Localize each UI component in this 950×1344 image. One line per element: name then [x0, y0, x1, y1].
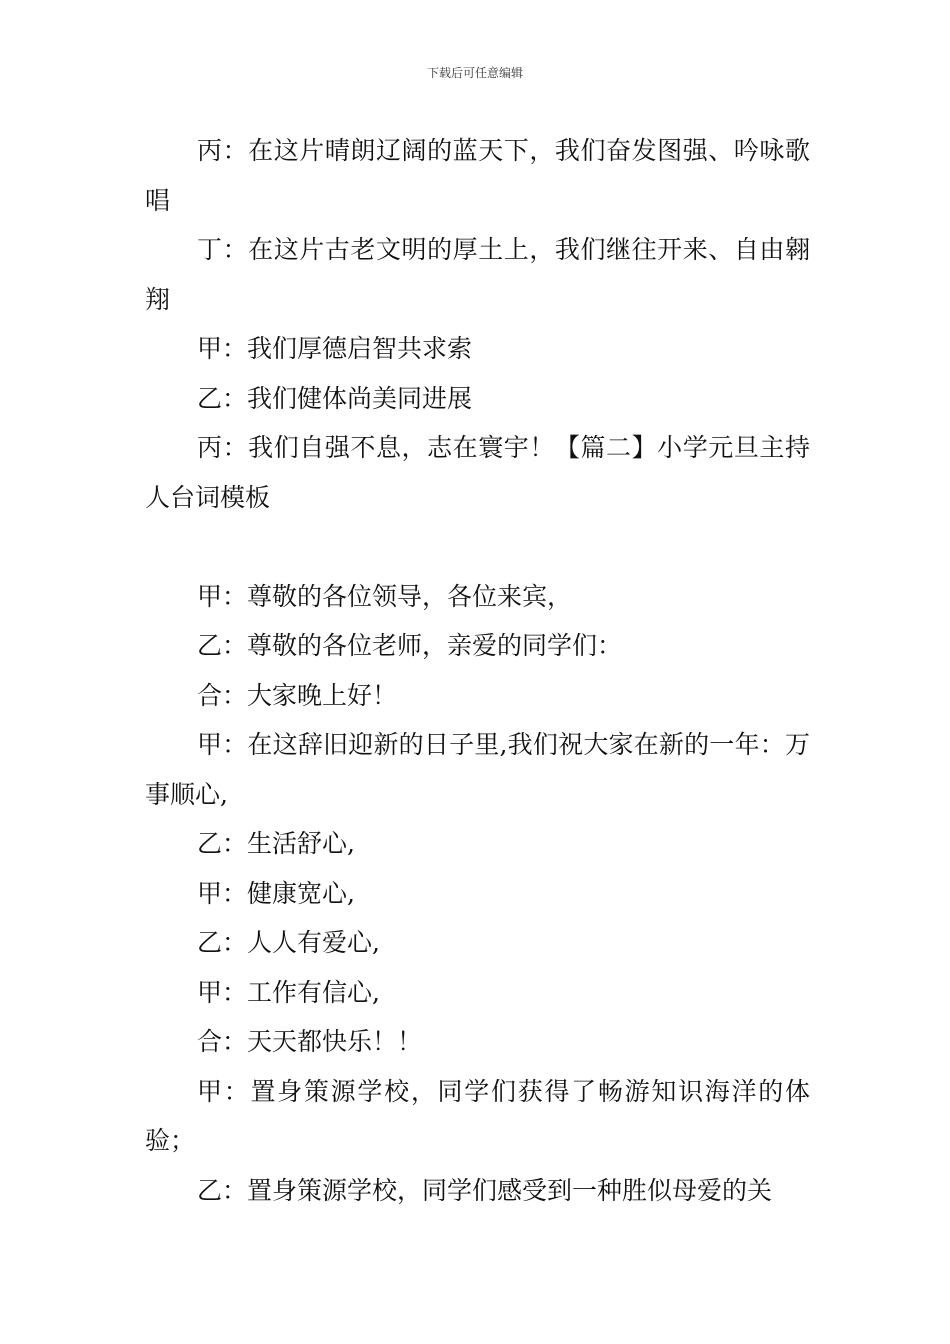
paragraph: 甲：健康宽心,: [197, 878, 355, 908]
blank-line: [145, 522, 810, 572]
paragraph: 甲：尊敬的各位领导，各位来宾，: [197, 581, 573, 611]
paragraph: 甲：我们厚德启智共求索: [197, 334, 473, 363]
paragraph: 合：大家晚上好！: [197, 680, 398, 710]
paragraph: 合：天天都快乐！！: [197, 1027, 423, 1056]
paragraph: 乙：置身策源学校，同学们感受到一种胜似母爱的关: [197, 1175, 773, 1205]
paragraph: 乙：我们健体尚美同进展: [197, 383, 473, 413]
paragraph: 乙：人人有爱心,: [197, 928, 380, 957]
paragraph: 甲：置身策源学校，同学们获得了畅游知识海洋的体验；: [145, 1076, 810, 1155]
paragraph: 丙：在这片晴朗辽阔的蓝天下，我们奋发图强、吟咏歌唱: [145, 136, 810, 215]
paragraph: 甲：在这辞旧迎新的日子里,我们祝大家在新的一年：万事顺心,: [145, 730, 810, 809]
paragraph: 丁：在这片古老文明的厚土上，我们继往开来、自由翱翔: [145, 235, 810, 314]
paragraph: 乙：生活舒心,: [197, 829, 355, 858]
paragraph: 乙：尊敬的各位老师，亲爱的同学们：: [197, 631, 623, 660]
paragraph: 丙：我们自强不息，志在寰宇！【篇二】小学元旦主持人台词模板: [145, 433, 810, 512]
document-body: [145, 126, 810, 1215]
page-header: 下载后可任意编辑: [426, 66, 523, 80]
paragraph: 甲：工作有信心,: [197, 977, 380, 1007]
